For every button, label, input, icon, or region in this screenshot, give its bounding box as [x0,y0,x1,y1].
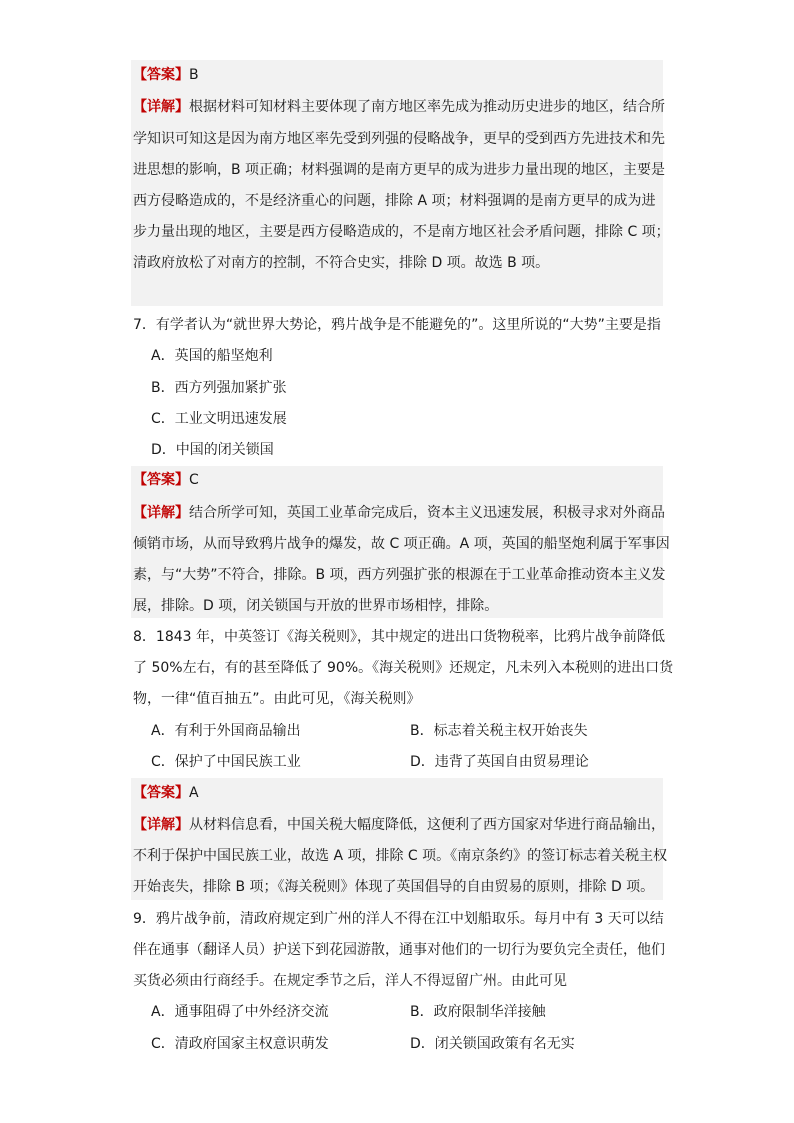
q8-option-b: B．标志着关税主权开始丧失 [410,723,588,739]
q8-stem-line: 物，一律“值百抽五”。由此可见，《海关税则》 [133,691,421,707]
q8-option-c: C．保护了中国民族工业 [151,754,301,770]
q8-option-a: A．有利于外国商品输出 [151,723,301,739]
q6-detail-line: 进思想的影响，B 项正确；材料强调的是南方更早的成为进步力量出现的地区，主要是 [133,162,666,178]
q7-detail-line: 素，与“大势”不符合，排除。B 项，西方列强扩张的根源在于工业革命推动资本主义发 [133,567,666,583]
q8-detail-line [133,814,665,836]
q7-answer [133,469,199,491]
detail-tag: 【详解】 [133,505,189,521]
q7-detail-line [133,502,665,524]
detail-tag: 【详解】 [133,99,189,115]
q6-detail-line: 清政府放松了对南方的控制，不符合史实，排除 D 项。故选 B 项。 [133,255,550,271]
answer-value: A [189,785,199,801]
q8-option-d: D．违背了英国自由贸易理论 [410,754,589,770]
q9-option-b: B．政府限制华洋接触 [410,1004,546,1020]
q9-option-a: A．通事阻碍了中外经济交流 [151,1004,329,1020]
q7-option-b: B．西方列强加紧扩张 [151,380,287,396]
q9-option-d: D．闭关锁国政策有名无实 [410,1036,575,1052]
q7-option-a: A．英国的船坚炮利 [151,348,273,364]
q6-detail-line: 学知识可知这是因为南方地区率先受到列强的侵略战争，更早的受到西方先进技术和先 [133,131,665,147]
q8-stem-line: 8．1843 年，中英签订《海关税则》，其中规定的进出口货物税率，比鸦片战争前降低 [133,629,665,645]
q7-option-d: D．中国的闭关锁国 [151,442,274,458]
q7-detail-line: 倾销市场，从而导致鸦片战争的爆发，故 C 项正确。A 项，英国的船坚炮利属于军事因 [133,536,670,552]
answer-value: C [189,472,199,488]
q9-stem-line: 买货必须由行商经手。在规定季节之后，洋人不得逗留广州。由此可见 [133,973,567,989]
q8-answer [133,782,199,804]
q9-option-c: C．清政府国家主权意识萌发 [151,1036,329,1052]
detail-text: 结合所学可知，英国工业革命完成后，资本主义迅速发展，积极寻求对外商品 [189,505,665,521]
q6-answer [133,64,199,86]
q9-stem-line: 伴在通事（翻译人员）护送下到花园游散，通事对他们的一切行为要负完全责任，他们 [133,942,665,958]
q9-stem-line: 9．鸦片战争前，清政府规定到广州的洋人不得在江中划船取乐。每月中有 3 天可以结 [133,911,664,927]
answer-tag: 【答案】 [133,472,189,488]
answer-tag: 【答案】 [133,67,189,83]
q8-stem-line: 了 50%左右，有的甚至降低了 90%。《海关税则》还规定，凡未列入本税则的进出口货 [133,660,674,676]
detail-text: 根据材料可知材料主要体现了南方地区率先成为推动历史进步的地区，结合所 [189,99,665,115]
detail-text: 从材料信息看，中国关税大幅度降低，这便利了西方国家对华进行商品输出， [189,817,665,833]
q6-detail-line: 步力量出现的地区，主要是西方侵略造成的，不是南方地区社会矛盾问题，排除 C 项； [133,224,670,240]
q7-detail-line: 展，排除。D 项，闭关锁国与开放的世界市场相悖，排除。 [133,598,499,614]
q7-option-c: C．工业文明迅速发展 [151,411,287,427]
q6-detail-line [133,96,665,118]
q6-detail-line: 西方侵略造成的，不是经济重心的问题，排除 A 项；材料强调的是南方更早的成为进 [133,193,656,209]
detail-tag: 【详解】 [133,817,189,833]
q8-detail-line: 开始丧失，排除 B 项；《海关税则》体现了英国倡导的自由贸易的原则，排除 D 项。 [133,879,655,895]
q7-stem: 7．有学者认为“就世界大势论，鸦片战争是不能避免的”。这里所说的“大势”主要是指 [133,317,661,333]
q8-detail-line: 不利于保护中国民族工业，故选 A 项，排除 C 项。《南京条约》的签订标志着关税主权 [133,848,668,864]
answer-value: B [189,67,199,83]
answer-tag: 【答案】 [133,785,189,801]
